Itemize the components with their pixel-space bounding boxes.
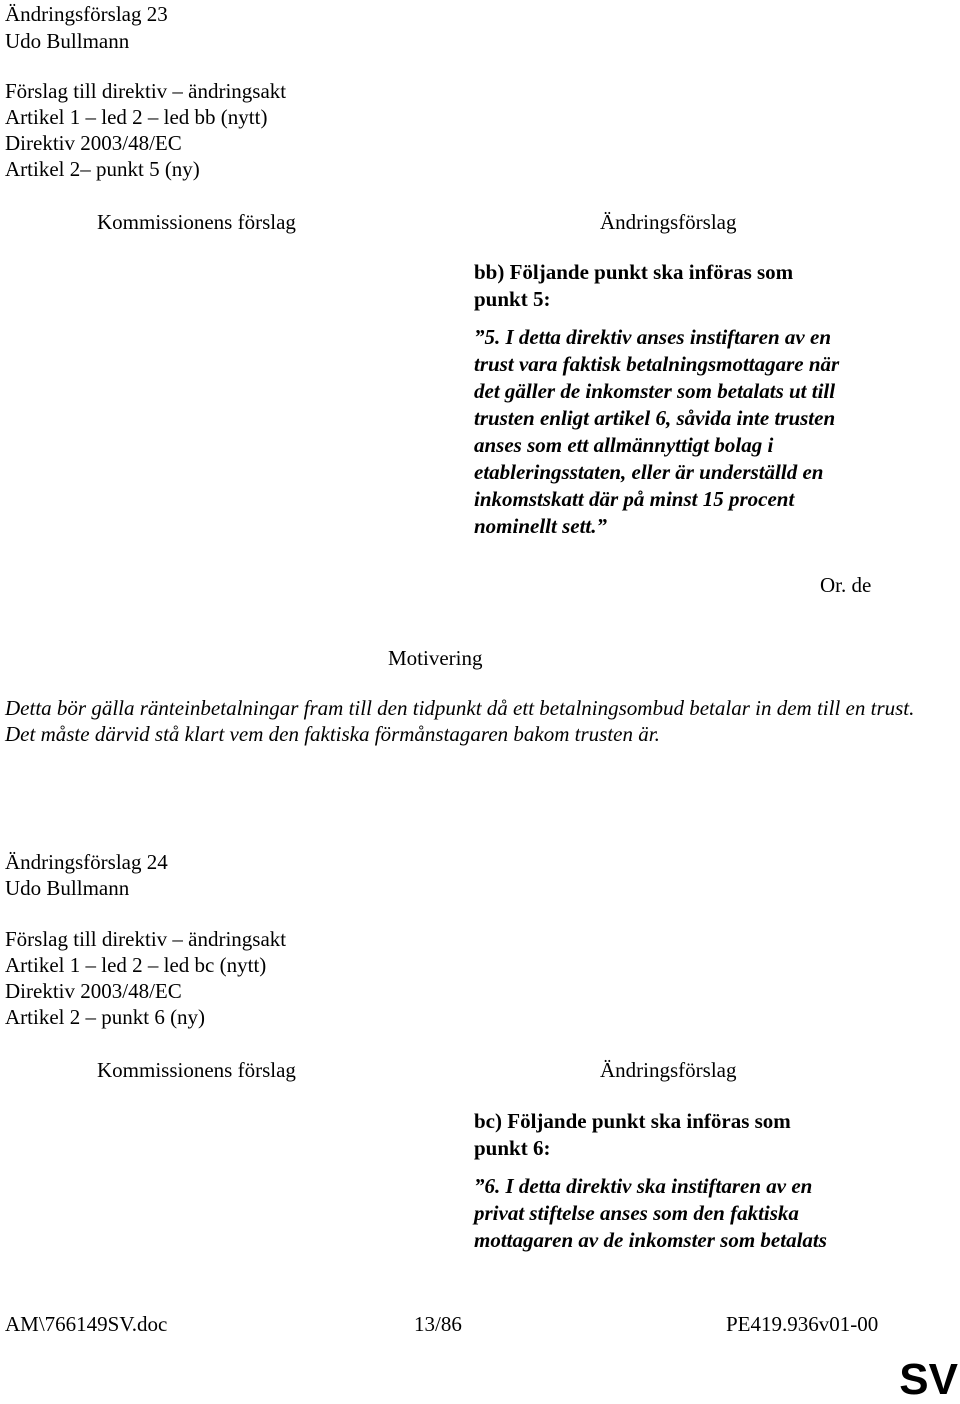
proposal-type: Förslag till direktiv – ändringsakt bbox=[5, 927, 287, 951]
amendment-line: punkt 5: bbox=[474, 287, 551, 311]
amendment-author: Udo Bullmann bbox=[5, 29, 130, 53]
amendment-line: trust vara faktisk betalningsmottagare när bbox=[474, 352, 840, 376]
amendment-line: anses som ett allmännyttigt bolag i bbox=[474, 433, 774, 457]
amendment-line: ”6. I detta direktiv ska instiftaren av en bbox=[474, 1174, 813, 1198]
article-reference: Artikel 1 – led 2 – led bc (nytt) bbox=[5, 953, 267, 977]
amendment-line: bc) Följande punkt ska införas som bbox=[474, 1109, 791, 1133]
amendment-line: punkt 6: bbox=[474, 1136, 551, 1160]
justification-heading: Motivering bbox=[388, 646, 483, 670]
amendment-line: etableringsstaten, eller är underställd en bbox=[474, 460, 824, 484]
directive-reference: Direktiv 2003/48/EC bbox=[5, 979, 182, 1003]
amendment-header: Ändringsförslag bbox=[600, 1058, 737, 1082]
amendment-line: trusten enligt artikel 6, såvida inte trusten bbox=[474, 406, 836, 430]
amendment-text-block bbox=[474, 259, 944, 540]
amendment-line: bb) Följande punkt ska införas som bbox=[474, 260, 794, 284]
commission-proposal-header: Kommissionens förslag bbox=[97, 210, 296, 234]
amendment-text-block bbox=[474, 1108, 944, 1254]
amendment-line: mottagaren av de inkomster som betalats bbox=[474, 1228, 827, 1252]
amendment-number: Ändringsförslag 24 bbox=[5, 850, 168, 874]
footer-pe-reference: PE419.936v01-00 bbox=[726, 1312, 879, 1336]
amendment-line: nominellt sett.” bbox=[474, 514, 608, 538]
amendment-line: ”5. I detta direktiv anses instiftaren av en bbox=[474, 325, 831, 349]
language-code: SV bbox=[899, 1355, 958, 1404]
amendment-number: Ändringsförslag 23 bbox=[5, 2, 168, 26]
justification-text: Detta bör gälla ränteinbetalningar fram till den tidpunkt då ett betalningsombud betalar in dem till en trust. Det måste därvid stå klart vem den faktiska förmånstagaren bakom trusten är. bbox=[5, 696, 915, 746]
amendment-header: Ändringsförslag bbox=[600, 210, 737, 234]
directive-reference: Direktiv 2003/48/EC bbox=[5, 131, 182, 155]
amendment-line: privat stiftelse anses som den faktiska bbox=[474, 1201, 799, 1225]
amendment-author: Udo Bullmann bbox=[5, 876, 130, 900]
footer-page-number: 13/86 bbox=[414, 1312, 462, 1336]
amendment-line: inkomstskatt där på minst 15 procent bbox=[474, 487, 795, 511]
directive-article: Artikel 2 – punkt 6 (ny) bbox=[5, 1005, 206, 1029]
commission-proposal-header: Kommissionens förslag bbox=[97, 1058, 296, 1082]
original-language: Or. de bbox=[820, 573, 872, 597]
directive-article: Artikel 2– punkt 5 (ny) bbox=[5, 157, 200, 181]
article-reference: Artikel 1 – led 2 – led bb (nytt) bbox=[5, 105, 268, 129]
amendment-line: det gäller de inkomster som betalats ut till bbox=[474, 379, 836, 403]
proposal-type: Förslag till direktiv – ändringsakt bbox=[5, 79, 287, 103]
footer-doc-reference: AM\766149SV.doc bbox=[5, 1312, 168, 1336]
